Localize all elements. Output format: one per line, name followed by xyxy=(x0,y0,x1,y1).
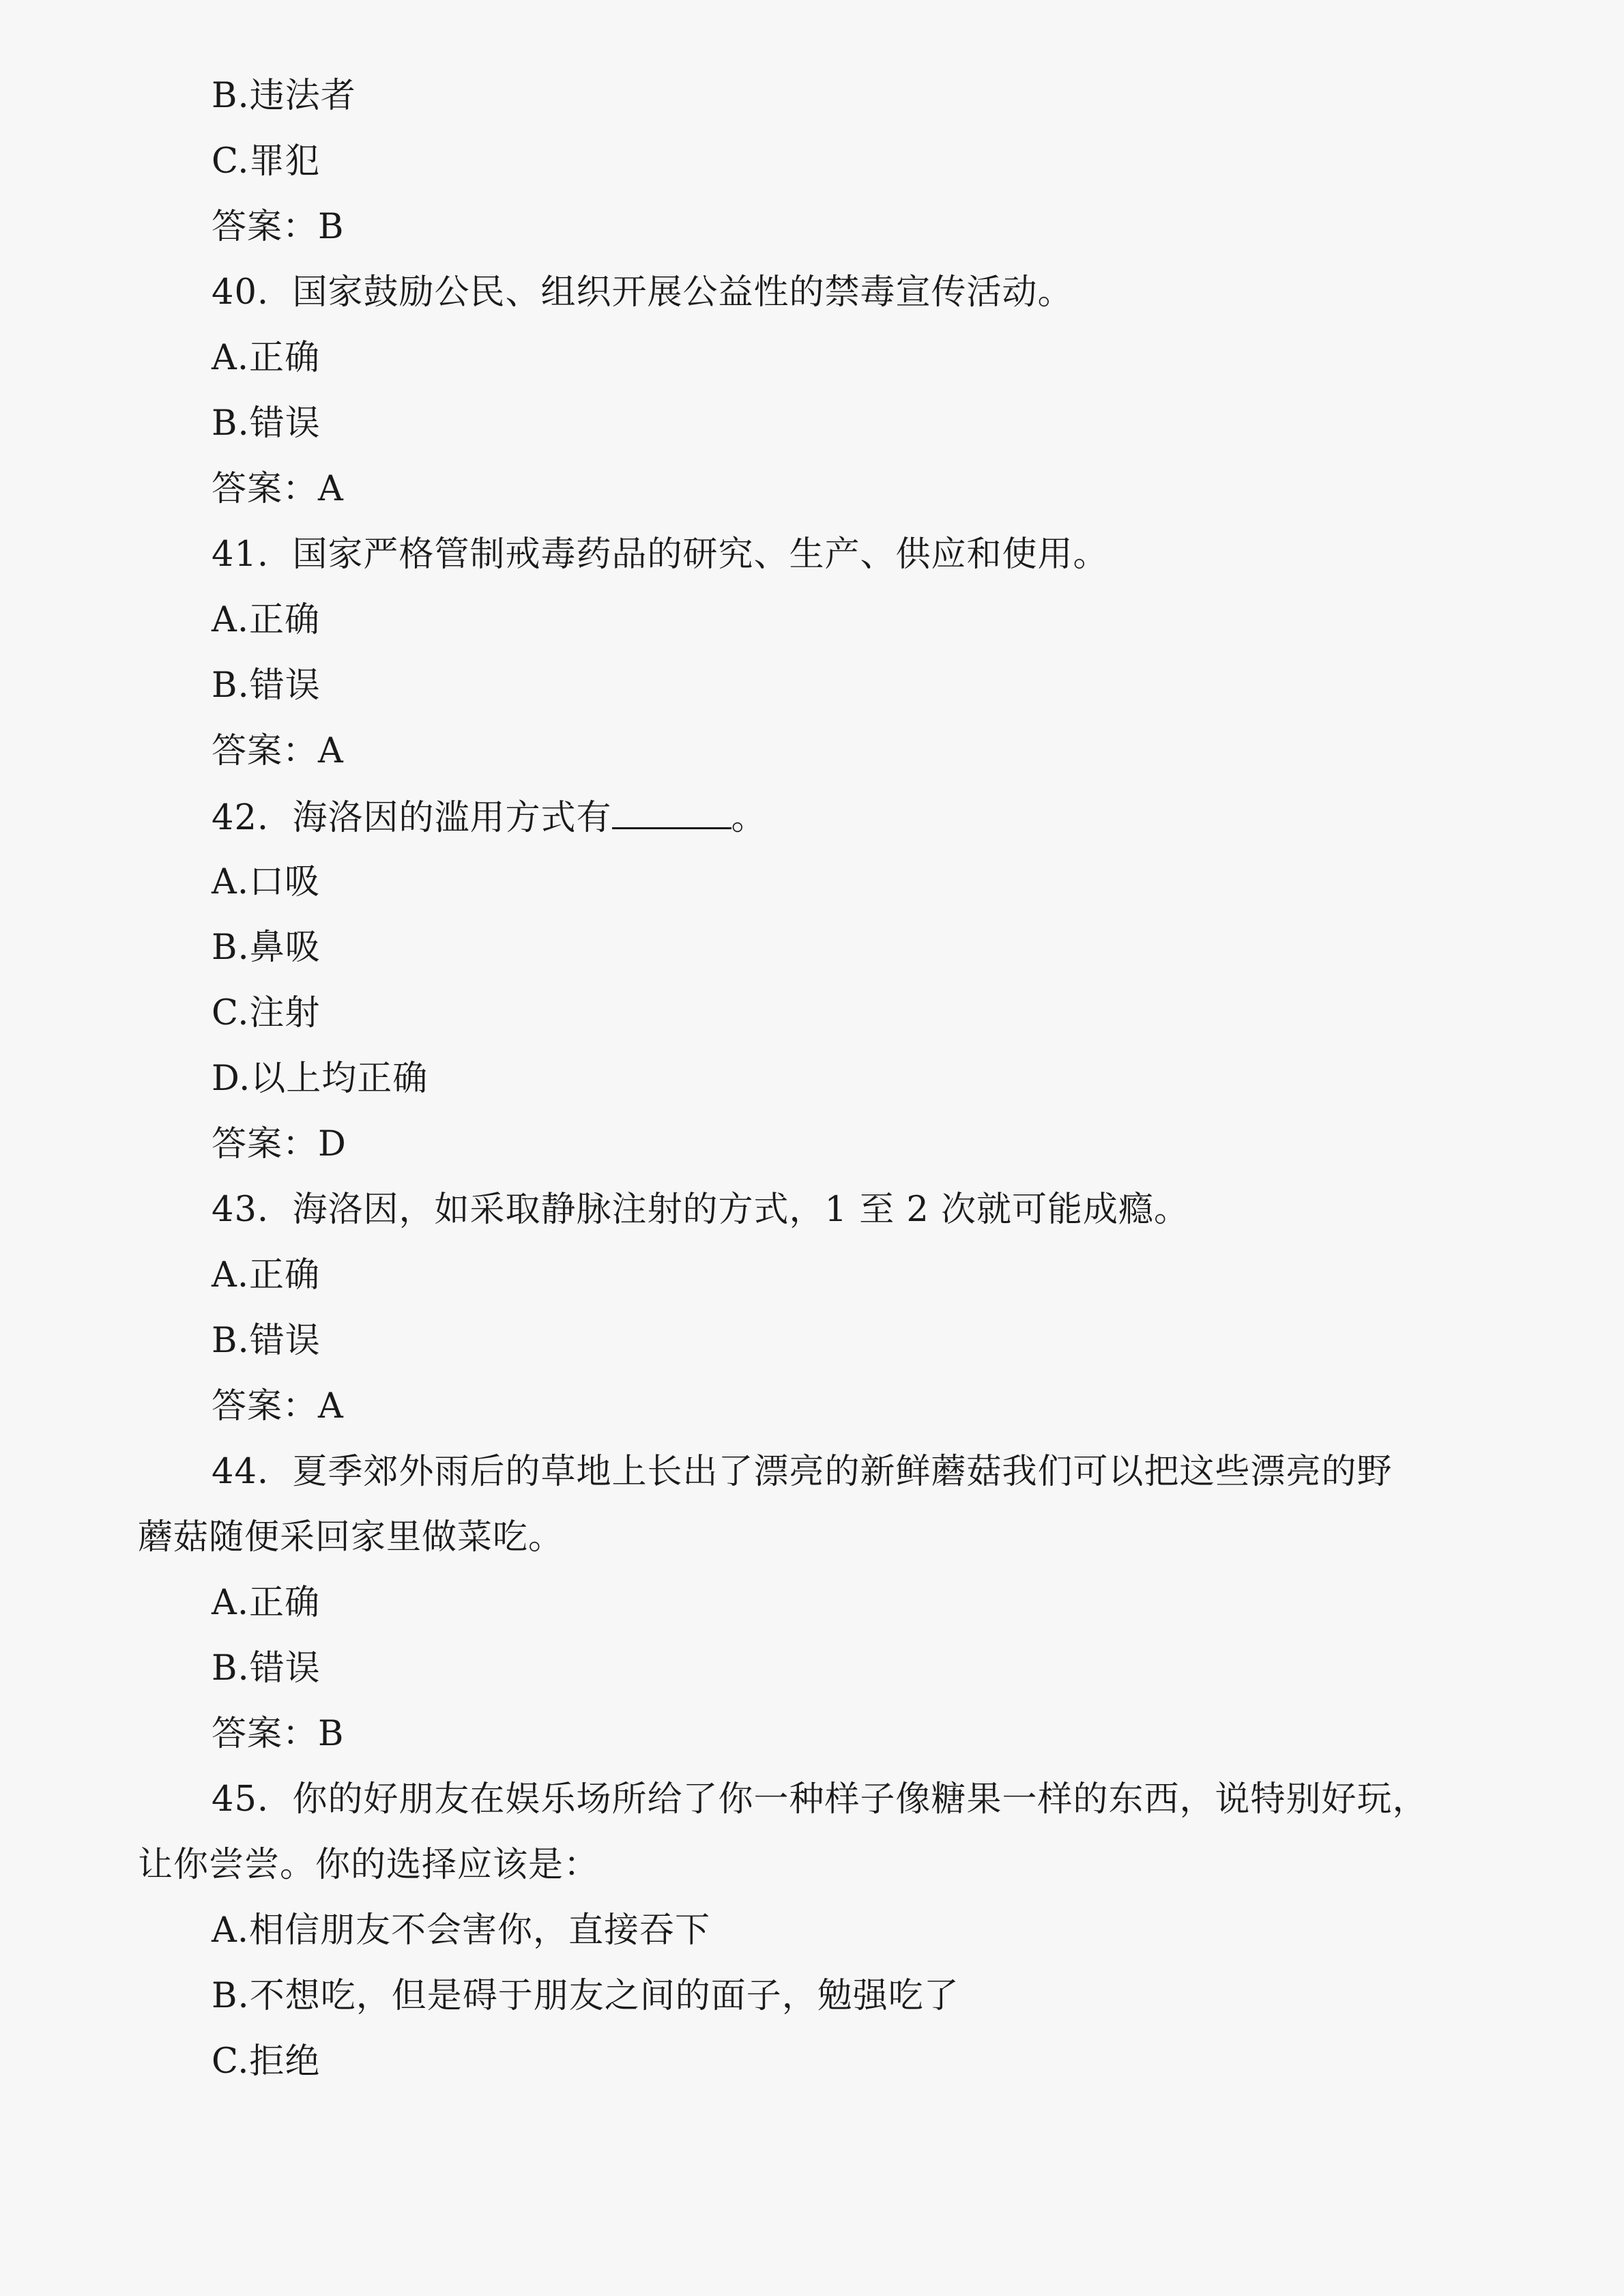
question-44-continued: 蘑菇随便采回家里做菜吃。 xyxy=(138,1517,564,1558)
question-44: 44. 夏季郊外雨后的草地上长出了漂亮的新鲜蘑菇我们可以把这些漂亮的野 xyxy=(212,1452,1393,1492)
fill-in-blank xyxy=(612,796,731,829)
option-40-a: A.正确 xyxy=(212,338,321,378)
option-45-c: C.拒绝 xyxy=(212,2041,321,2082)
option-41-b: B.错误 xyxy=(212,665,321,706)
option-43-b: B.错误 xyxy=(212,1321,321,1361)
option-45-b: B.不想吃，但是碍于朋友之间的面子，勉强吃了 xyxy=(212,1976,959,2016)
option-42-b: B.鼻吸 xyxy=(212,928,321,968)
option-43-a: A.正确 xyxy=(212,1255,321,1295)
option-42-c: C.注射 xyxy=(212,993,321,1033)
option-41-a: A.正确 xyxy=(212,600,321,640)
question-42-end: 。 xyxy=(731,798,767,838)
answer-41: 答案：A xyxy=(212,731,344,771)
option-42-a: A.口吸 xyxy=(212,862,321,902)
option-40-b: B.错误 xyxy=(212,403,321,444)
question-42-text: 42. 海洛因的滥用方式有 xyxy=(212,798,612,838)
question-41: 41. 国家严格管制戒毒药品的研究、生产、供应和使用。 xyxy=(212,534,1109,575)
question-42 xyxy=(212,796,767,840)
option-44-b: B.错误 xyxy=(212,1648,321,1689)
answer-44: 答案：B xyxy=(212,1714,345,1754)
answer-43: 答案：A xyxy=(212,1386,344,1426)
question-45-continued: 让你尝尝。你的选择应该是： xyxy=(138,1845,600,1885)
question-45: 45. 你的好朋友在娱乐场所给了你一种样子像糖果一样的东西，说特别好玩， xyxy=(212,1779,1428,1820)
question-43: 43. 海洛因，如采取静脉注射的方式，1 至 2 次就可能成瘾。 xyxy=(212,1190,1190,1230)
option-45-a: A.相信朋友不会害你，直接吞下 xyxy=(212,1910,711,1951)
option-42-d: D.以上均正确 xyxy=(212,1059,429,1099)
answer-42: 答案：D xyxy=(212,1124,347,1164)
question-40: 40. 国家鼓励公民、组织开展公益性的禁毒宣传活动。 xyxy=(212,272,1073,313)
answer-39: 答案：B xyxy=(212,207,345,247)
option-39-c: C.罪犯 xyxy=(212,141,321,182)
option-39-b: B.违法者 xyxy=(212,76,356,116)
answer-40: 答案：A xyxy=(212,469,344,509)
option-44-a: A.正确 xyxy=(212,1583,321,1623)
